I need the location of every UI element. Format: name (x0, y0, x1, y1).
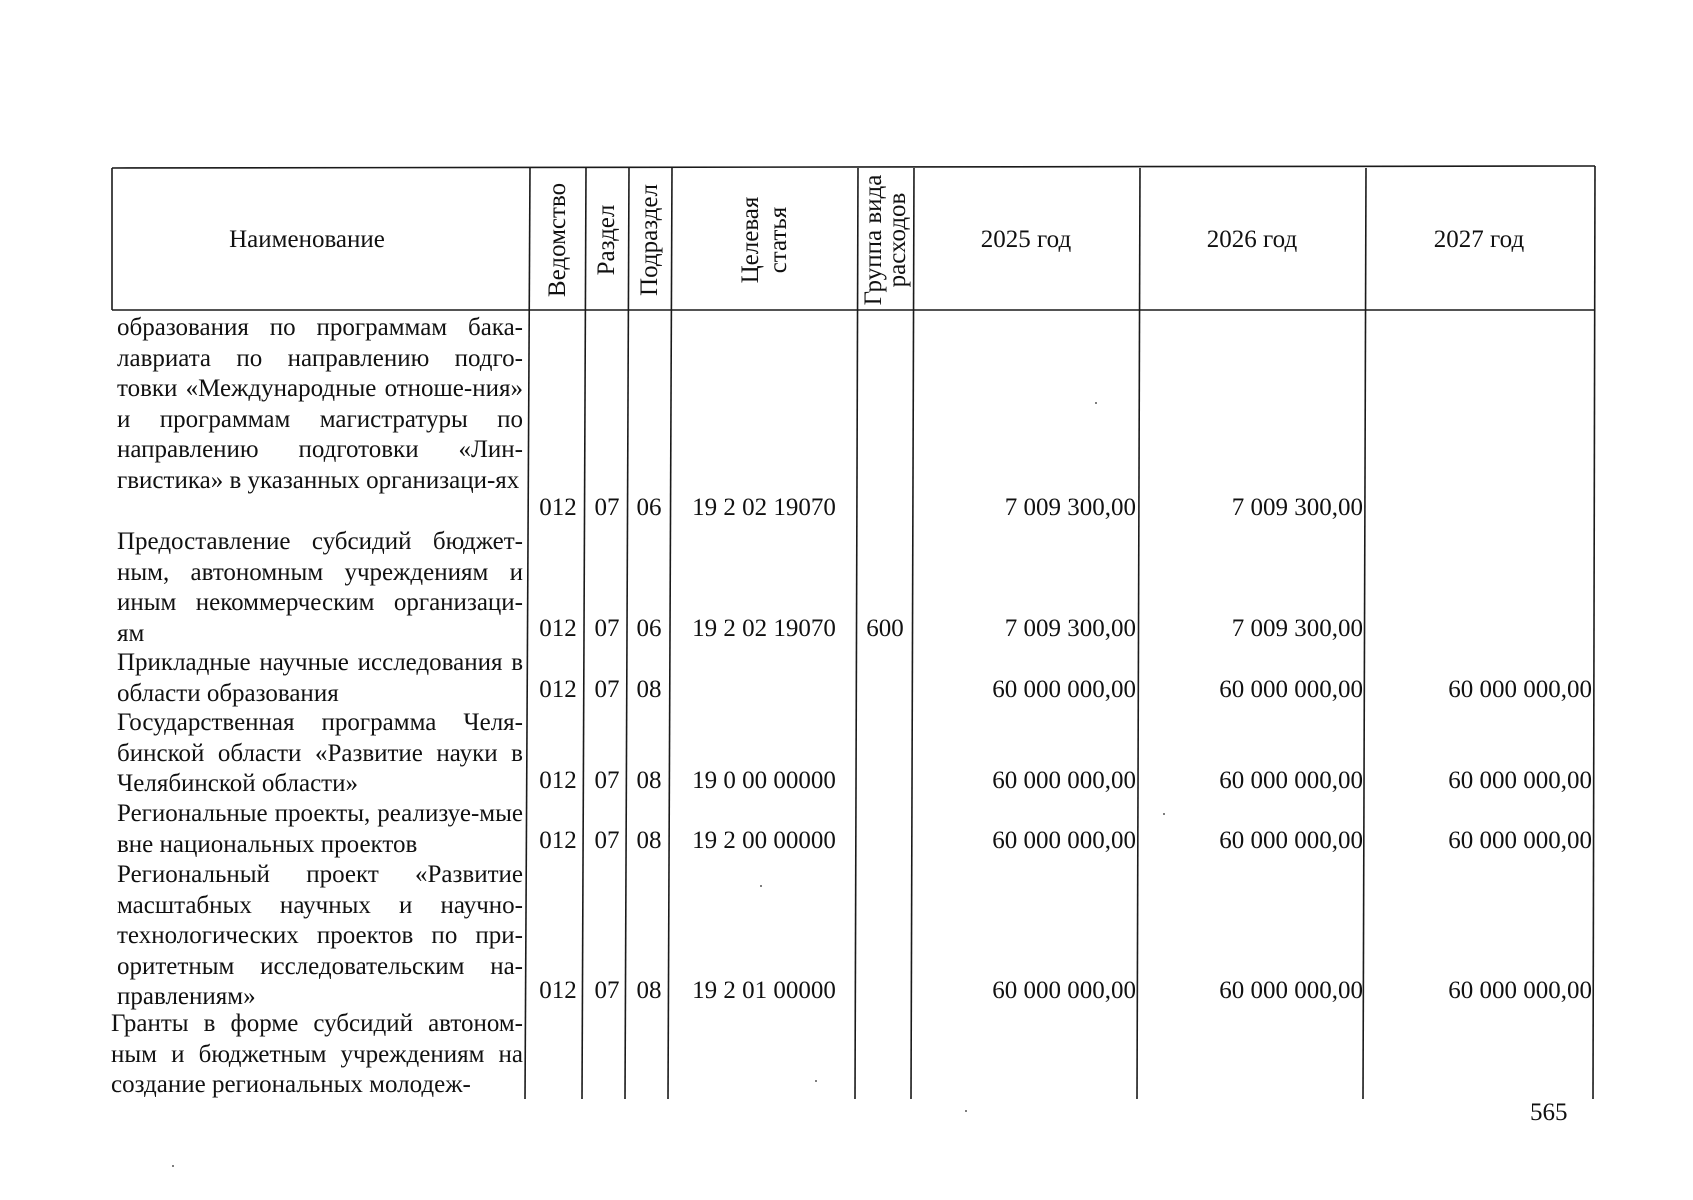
header-subsection: Подраздел (636, 184, 663, 296)
scan-speck (965, 1110, 967, 1112)
scan-speck (1095, 402, 1097, 404)
row-6-section: 07 (594, 977, 620, 1004)
row-3-name: Прикладные научные исследования в области образования (117, 649, 523, 707)
row-5-department: 012 (539, 827, 577, 854)
row-3-subsection: 08 (636, 676, 662, 703)
row-2-section: 07 (594, 615, 620, 642)
row-2-name: Предоставление субсидий бюджет-ным, автономным учреждениям и иным некоммерческим организаци-ям (117, 528, 523, 647)
header-target-article-line1: Целевая (737, 196, 764, 284)
row-4-2025: 60 000 000,00 (992, 767, 1136, 794)
row-1-subsection: 06 (636, 494, 662, 521)
row-1-name: образования по программам бака-лавриата по направлению подго-товки «Международные отноше-ния» и программам магистратуры по направлению подготовки «Лин-гвистика» в указанных организаци-ях (117, 314, 523, 494)
row-3-department: 012 (539, 676, 577, 703)
row-6-name: Региональный проект «Развитие масштабных научных и научно-технологических проектов по при-оритетным исследовательским на-правлениям» (117, 861, 523, 1011)
header-expense-group-line2: расходов (884, 192, 911, 288)
row-6-target-article: 19 2 01 00000 (692, 977, 836, 1004)
row-5-section: 07 (594, 827, 620, 854)
row-5-2027: 60 000 000,00 (1448, 827, 1592, 854)
header-target-article-line2: статья (765, 206, 792, 274)
row-3-2026: 60 000 000,00 (1219, 676, 1363, 703)
header-name: Наименование (229, 226, 385, 253)
row-4-section: 07 (594, 767, 620, 794)
row-3-section: 07 (594, 676, 620, 703)
row-2-expense-group: 600 (866, 615, 904, 642)
row-3-2027: 60 000 000,00 (1448, 676, 1592, 703)
header-2027: 2027 год (1433, 226, 1525, 253)
header-expense-group (862, 175, 910, 306)
header-target-article (737, 197, 793, 284)
header-2026: 2026 год (1206, 226, 1298, 253)
row-2-subsection: 06 (636, 615, 662, 642)
row-4-name: Государственная программа Челя-бинской области «Развитие науки в Челябинской области» (117, 709, 523, 798)
row-1-2026: 7 009 300,00 (1231, 494, 1363, 521)
row-6-2027: 60 000 000,00 (1448, 977, 1592, 1004)
row-6-2026: 60 000 000,00 (1219, 977, 1363, 1004)
row-4-2026: 60 000 000,00 (1219, 767, 1363, 794)
row-3-2025: 60 000 000,00 (992, 676, 1136, 703)
row-1-department: 012 (539, 494, 577, 521)
row-2-department: 012 (539, 615, 577, 642)
row-1-section: 07 (594, 494, 620, 521)
row-5-name: Региональные проекты, реализуе-мые вне национальных проектов (117, 800, 523, 858)
scan-speck (815, 1080, 817, 1082)
scan-speck (760, 885, 762, 887)
scan-speck (1163, 813, 1165, 815)
row-6-2025: 60 000 000,00 (992, 977, 1136, 1004)
row-4-subsection: 08 (636, 767, 662, 794)
row-5-subsection: 08 (636, 827, 662, 854)
row-2-2026: 7 009 300,00 (1231, 615, 1363, 642)
row-5-2026: 60 000 000,00 (1219, 827, 1363, 854)
header-section: Раздел (593, 204, 620, 276)
header-expense-group-line1: Группа вида (860, 174, 887, 306)
row-6-department: 012 (539, 977, 577, 1004)
row-1-2025: 7 009 300,00 (1004, 494, 1136, 521)
row-4-2027: 60 000 000,00 (1448, 767, 1592, 794)
row-1-target-article: 19 2 02 19070 (692, 494, 836, 521)
page-number: 565 (1530, 1099, 1568, 1126)
row-4-target-article: 19 0 00 00000 (692, 767, 836, 794)
header-department: Ведомство (544, 182, 571, 298)
row-2-2025: 7 009 300,00 (1004, 615, 1136, 642)
row-5-target-article: 19 2 00 00000 (692, 827, 836, 854)
row-7-name: Гранты в форме субсидий автоном-ным и бюджетным учреждениям на создание региональных молодеж- (111, 1010, 523, 1099)
row-5-2025: 60 000 000,00 (992, 827, 1136, 854)
scan-speck (172, 1165, 174, 1167)
row-2-target-article: 19 2 02 19070 (692, 615, 836, 642)
row-6-subsection: 08 (636, 977, 662, 1004)
row-4-department: 012 (539, 767, 577, 794)
header-2025: 2025 год (980, 226, 1072, 253)
